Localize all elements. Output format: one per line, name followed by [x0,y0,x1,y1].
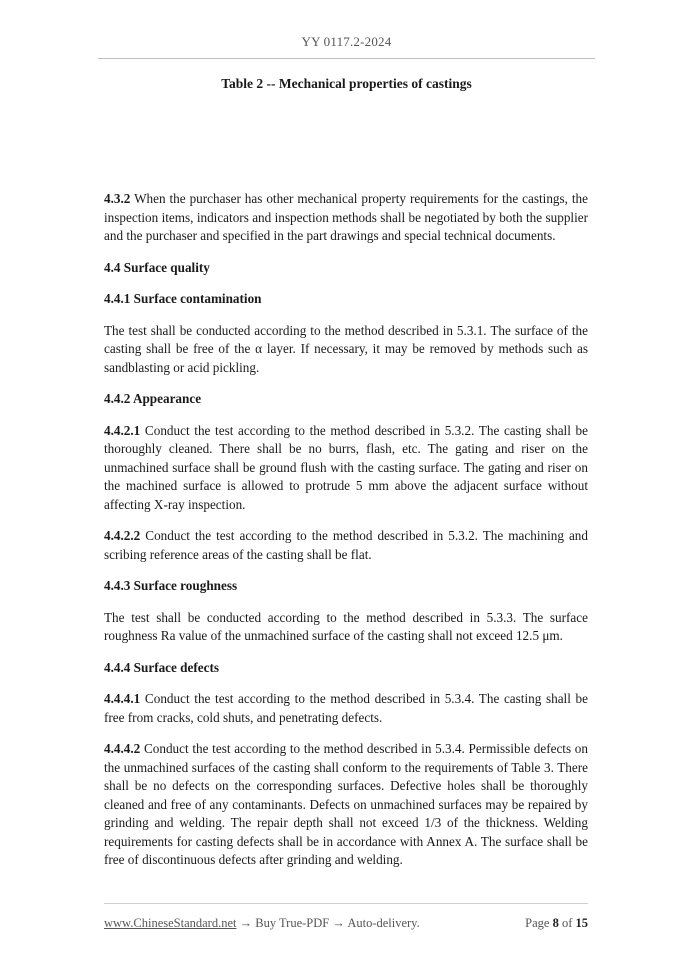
clause-4-4-2-2 [104,527,588,564]
footer-promo [104,916,420,931]
clause-4-4-1-text: The test shall be conducted according to the method described in 5.3.1. The surface of the casting shall be free of the α layer. If necessary, it may be removed by methods such as sandblasting or acid pickling. [104,322,588,375]
clause-text: When the purchaser has other mechanical property requirements for the castings, the inspection items, indicators and inspection methods shall be negotiated by both the supplier and the purchaser and specified in the part drawings and special technical documents. [104,191,588,243]
clause-number: 4.4.2.1 [104,422,141,438]
buy-pdf-text: Buy True-PDF [255,916,330,930]
heading-4-4-4: 4.4.4 Surface defects [104,659,219,675]
clause-number: 4.4.2.2 [104,528,141,543]
clause-text: Conduct the test according to the method described in 5.3.4. Permissible defects on the unmachined surfaces of the casting shall conform to the requirements of Table 3. There shall be no defects on the corresponding surfaces. Defective holes shall be thoroughly cleaned and free of any contaminants. Defects on unmachined surfaces may be repaired by grinding and welding. The repair depth shall not exceed 1/3 of the thickness. Welding requirements for casting defects shall be in accordance with Annex A. The surface shall be free of discontinuous defects after grinding and welding. [104,741,588,867]
site-link[interactable]: www.ChineseStandard.net [104,916,237,930]
page-label: Page [525,916,553,930]
clause-number: 4.3.2 [104,191,131,206]
clause-4-4-4-2 [104,740,588,870]
page-of: of [558,916,576,930]
header-divider [98,58,595,59]
table-caption: Table 2 -- Mechanical properties of castings [221,76,472,91]
clause-text: Conduct the test according to the method described in 5.3.2. The machining and scribing reference areas of the casting shall be flat. [104,528,588,562]
footer-divider [104,903,588,904]
page-number [525,916,588,931]
clause-4-4-2-1 [104,422,588,515]
clause-4-4-4-1 [104,690,588,727]
clause-text: Conduct the test according to the method described in 5.3.4. The casting shall be free from cracks, cold shuts, and penetrating defects. [104,691,588,725]
clause-4-4-3-text: The test shall be conducted according to the method described in 5.3.3. The surface roughness Ra value of the unmachined surface of the casting shall not exceed 12.5 μm. [104,609,588,643]
clause-number: 4.4.4.2 [104,741,141,756]
page-current: 8 [552,916,559,930]
heading-4-4: 4.4 Surface quality [104,259,210,275]
auto-delivery-text: Auto-delivery. [347,916,420,930]
clause-text: Conduct the test according to the method described in 5.3.2. The casting shall be thoroughly cleaned. There shall be no burrs, flash, etc. The gating and riser on the unmachined surface shall be ground flush with the casting surface. The gating and riser on the machined surface is allowed to protrude 5 mm above the adjacent surface without affecting X-ray inspection. [104,422,588,512]
document-code-header: YY 0117.2-2024 [301,34,392,49]
heading-4-4-1: 4.4.1 Surface contamination [104,291,262,306]
heading-4-4-2: 4.4.2 Appearance [104,391,202,406]
heading-4-4-3: 4.4.3 Surface roughness [104,578,238,593]
document-body [104,190,588,883]
clause-4-3-2 [104,190,588,246]
arrow-icon: → [329,916,348,930]
page-total: 15 [575,916,588,930]
clause-number: 4.4.4.1 [104,691,141,706]
arrow-icon: → [236,916,256,930]
